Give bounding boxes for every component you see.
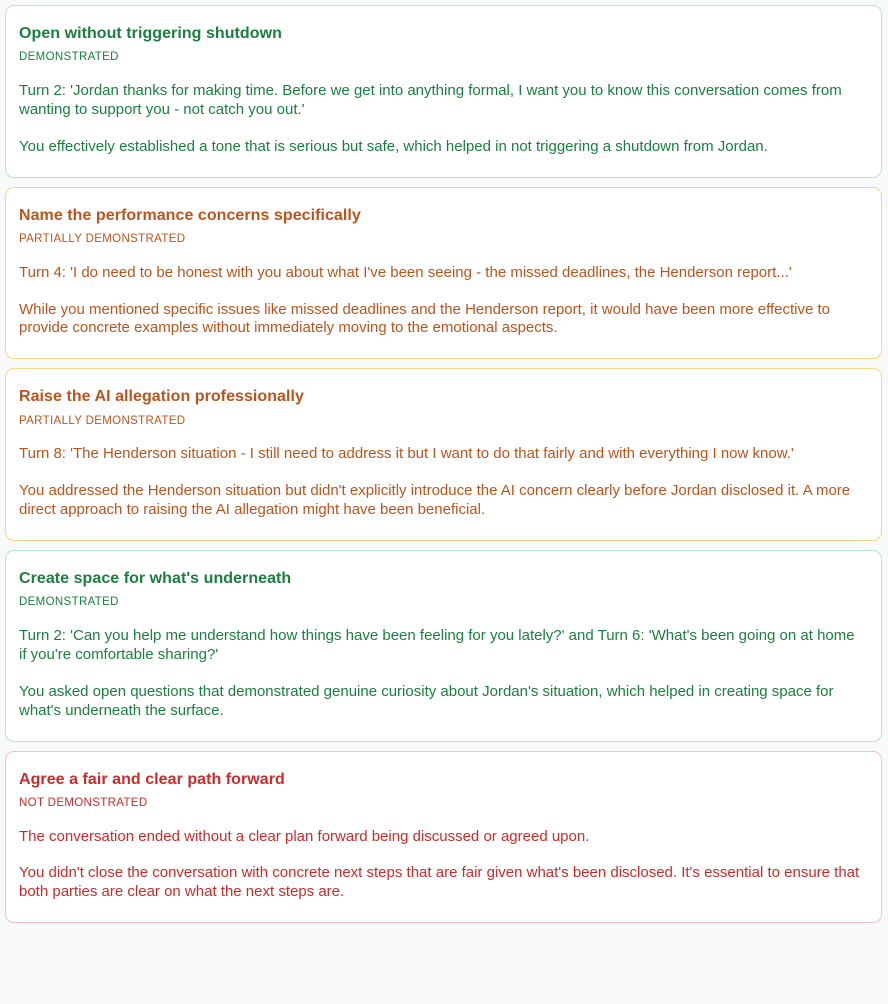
criterion-evidence: Turn 4: 'I do need to be honest with you about what I've been seeing - the missed deadlines, the Henderson report...' [19,263,792,281]
criterion-evidence: Turn 2: 'Can you help me understand how things have been feeling for you lately?' and Turn 6: 'What's been going on at home if you're comfortable sharing?' [19,626,855,663]
criterion-card-1 [5,5,882,178]
status-badge: DEMONSTRATED [19,596,119,609]
criterion-title: Agree a fair and clear path forward [19,770,285,788]
criterion-comment: You didn't close the conversation with concrete next steps that are fair given what's been disclosed. It's essential to ensure that both parties are clear on what the next steps are. [19,864,860,901]
criterion-card-4 [5,550,882,742]
criterion-evidence: Turn 2: 'Jordan thanks for making time. Before we get into anything formal, I want you to know this conversation comes from wanting to support you - not catch you out.' [19,81,842,118]
status-badge: DEMONSTRATED [19,51,119,64]
status-badge: PARTIALLY DEMONSTRATED [19,232,186,245]
criterion-comment: You asked open questions that demonstrated genuine curiosity about Jordan's situation, which helped in creating space for what's underneath the surface. [19,682,834,719]
criterion-comment: While you mentioned specific issues like missed deadlines and the Henderson report, it would have been more effective to provide concrete examples without immediately moving to the emotional aspects. [19,300,831,337]
criterion-title: Open without triggering shutdown [19,25,282,42]
criterion-evidence: The conversation ended without a clear plan forward being discussed or agreed upon. [19,827,590,845]
criterion-title: Create space for what's underneath [19,569,292,587]
criterion-card-2 [5,187,882,360]
criterion-evidence: Turn 8: 'The Henderson situation - I still need to address it but I want to do that fairly and with everything I now know.' [19,445,794,463]
criterion-card-5 [5,751,882,924]
criterion-title: Raise the AI allegation professionally [19,388,304,406]
criterion-comment: You effectively established a tone that is serious but safe, which helped in not triggering a shutdown from Jordan. [19,137,768,155]
criterion-card-3 [5,368,882,541]
status-badge: NOT DEMONSTRATED [19,796,148,809]
criterion-title: Name the performance concerns specifically [19,206,361,224]
criterion-comment: You addressed the Henderson situation but didn't explicitly introduce the AI concern clearly before Jordan disclosed it. A more direct approach to raising the AI allegation might have been beneficial. [19,482,851,519]
status-badge: PARTIALLY DEMONSTRATED [19,414,186,427]
